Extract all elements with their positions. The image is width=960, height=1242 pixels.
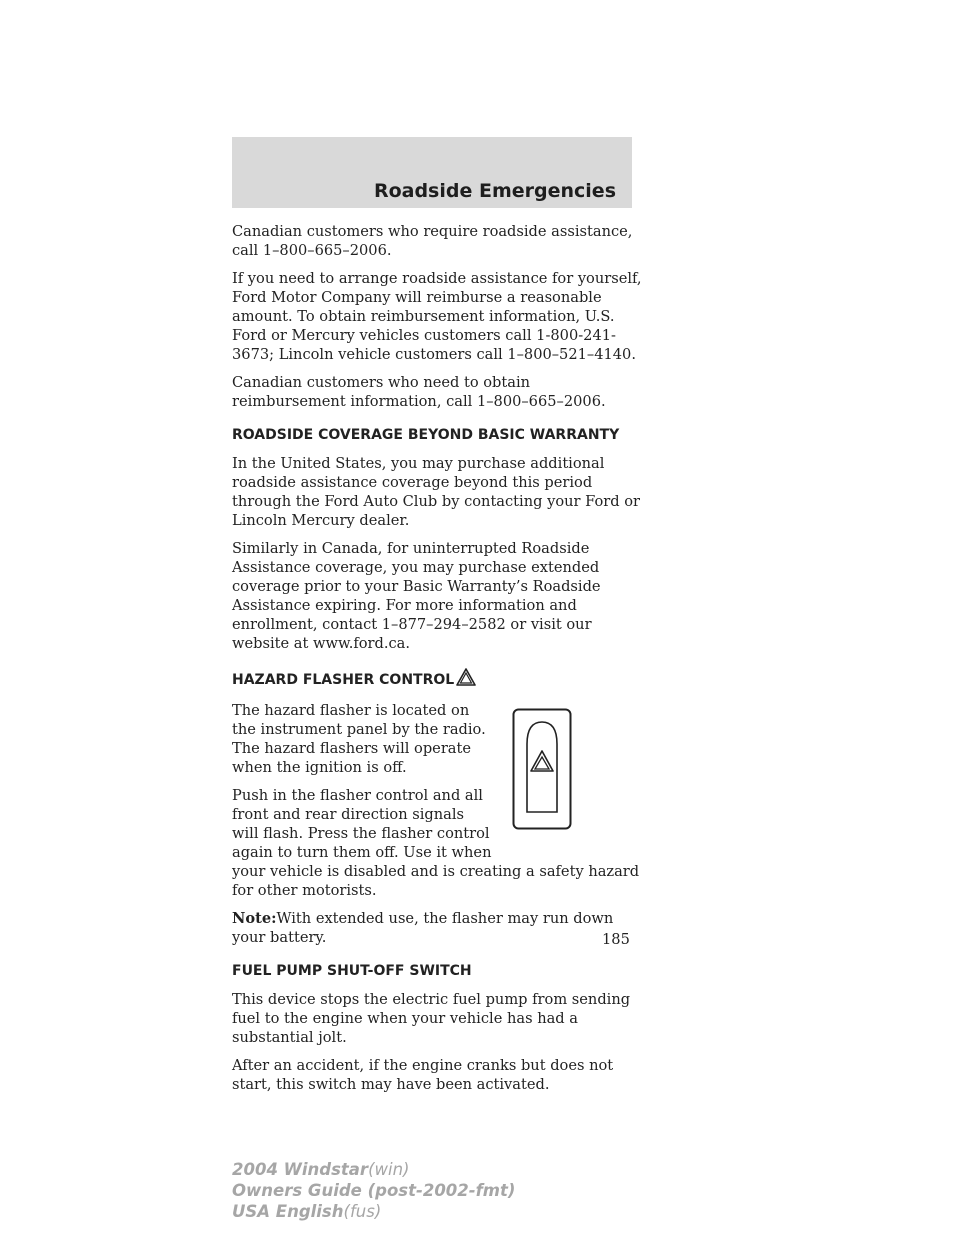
footer-line-language — [232, 1201, 515, 1222]
paragraph-canadian-reimbursement: Canadian customers who need to obtain reimbursement information, call 1–800–665–2006. — [232, 374, 606, 410]
note-text: With extended use, the flasher may run down your battery. — [232, 910, 614, 946]
paragraph-reimbursement: If you need to arrange roadside assistance for yourself, Ford Motor Company will reimburse a reasonable amount. To obtain reimbursement information, U.S. Ford or Mercury vehicles customers call 1-800-241-3673; Lincoln vehicle customers call 1–800–521–4140. — [232, 270, 642, 363]
paragraph-canadian-assistance: Canadian customers who require roadside assistance, call 1–800–665–2006. — [232, 223, 633, 259]
paragraph-canada-coverage: Similarly in Canada, for uninterrupted Roadside Assistance coverage, you may purchase extended coverage prior to your Basic Warranty’s Roadside Assistance expiring. For more information and enrollment, contact 1–877–294–2582 or visit our website at www.ford.ca. — [232, 540, 601, 652]
hazard-flasher-switch-icon — [512, 708, 572, 830]
heading-hazard-flasher — [232, 668, 642, 692]
section-title: Roadside Emergencies — [373, 180, 616, 202]
heading-roadside-coverage: ROADSIDE COVERAGE BEYOND BASIC WARRANTY — [232, 427, 620, 443]
paragraph-hazard-location: The hazard flasher is located on the instrument panel by the radio. The hazard flashers will operate when the ignition is off. — [232, 702, 486, 776]
note-label: Note: — [232, 910, 277, 927]
heading-hazard-flasher-text: HAZARD FLASHER CONTROL — [232, 672, 455, 688]
page-number: 185 — [602, 931, 630, 948]
heading-fuel-pump-switch: FUEL PUMP SHUT-OFF SWITCH — [232, 963, 472, 979]
footer-model-code: (win) — [368, 1160, 410, 1179]
footer-guide: Owners Guide (post-2002-fmt) — [232, 1181, 516, 1200]
footer-model: 2004 Windstar — [232, 1160, 369, 1179]
footer-line-guide — [232, 1180, 515, 1201]
hazard-flasher-figure — [492, 701, 642, 853]
document-footer — [232, 1159, 515, 1222]
footer-language: USA English — [232, 1202, 344, 1221]
paragraph-fuel-pump-accident: After an accident, if the engine cranks but does not start, this switch may have been activated. — [232, 1057, 614, 1093]
section-header-band — [232, 137, 632, 208]
footer-language-code: (fus) — [343, 1202, 382, 1221]
paragraph-hazard-operation: Push in the flasher control and all front and rear direction signals will flash. Press the flasher control again to turn them off. Use it when your vehicle is disabled and is creating a safety hazard for other motorists. — [232, 787, 640, 899]
paragraph-fuel-pump-description: This device stops the electric fuel pump from sending fuel to the engine when your vehicle has had a substantial jolt. — [232, 991, 631, 1046]
hazard-warning-triangle-icon — [456, 668, 476, 692]
paragraph-note — [232, 909, 642, 947]
page-content — [232, 222, 642, 1103]
footer-line-model — [232, 1159, 515, 1180]
paragraph-us-coverage: In the United States, you may purchase additional roadside assistance coverage beyond this period through the Ford Auto Club by contacting your Ford or Lincoln Mercury dealer. — [232, 455, 640, 529]
